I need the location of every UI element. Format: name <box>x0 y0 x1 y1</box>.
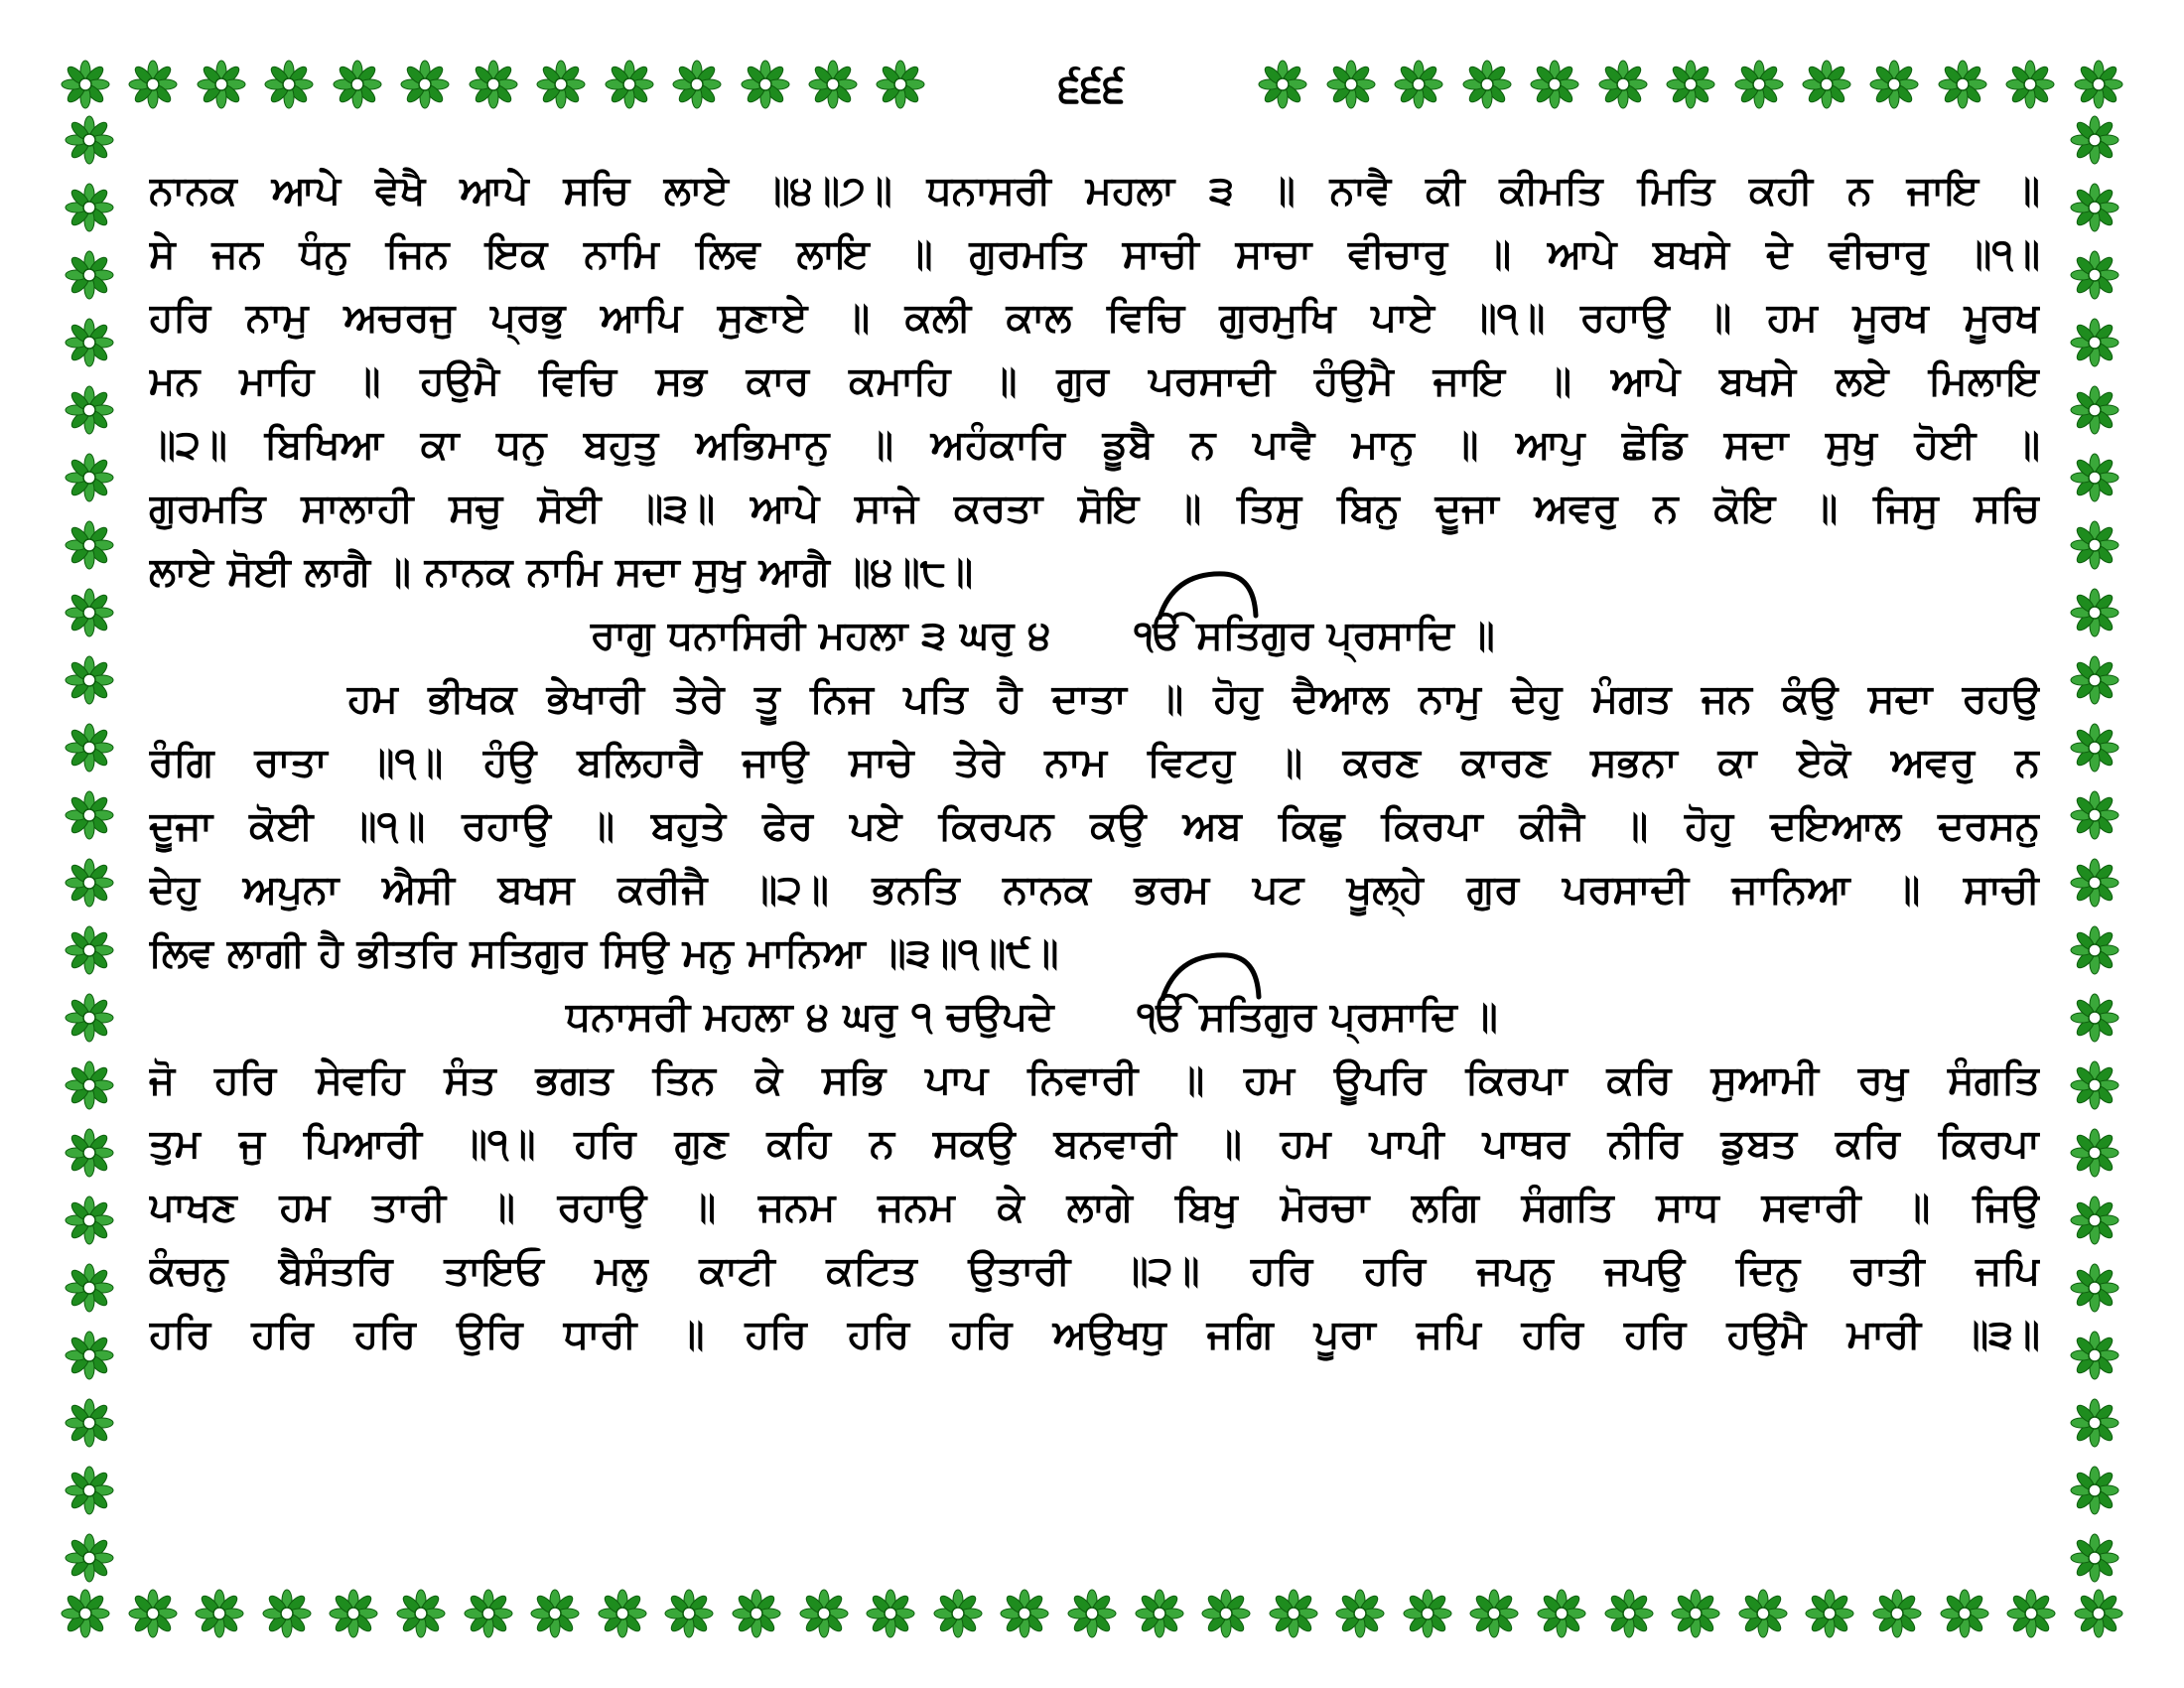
green-flower-icon <box>2069 452 2120 503</box>
green-flower-icon <box>2069 1532 2120 1584</box>
green-flower-icon <box>468 59 519 110</box>
text-line: ॥੨॥ ਬਿਖਿਆ ਕਾ ਧਨੁ ਬਹੁਤੁ ਅਭਿਮਾਨੁ ॥ ਅਹੰਕਾਰਿ ਡੂਬੈ ਨ ਪਾਵੈ ਮਾਨੁ ॥ ਆਪੁ ਛੋਡਿ ਸਦਾ ਸੁਖੁ ਹੋਈ ॥ <box>149 422 2040 468</box>
text-line: ਹਰਿ ਹਰਿ ਹਰਿ ਉਰਿ ਧਾਰੀ ॥ ਹਰਿ ਹਰਿ ਹਰਿ ਅਉਖਧੁ ਜਗਿ ਪੂਰਾ ਜਪਿ ਹਰਿ ਹਰਿ ਹਉਮੈ ਮਾਰੀ ॥੩॥ <box>149 1312 2040 1357</box>
text-line: ਦੂਜਾ ਕੋਈ ॥੧॥ ਰਹਾਉ ॥ ਬਹੁਤੇ ਫੇਰ ਪਏ ਕਿਰਪਨ ਕਉ ਅਬ ਕਿਛੁ ਕਿਰਪਾ ਕੀਜੈ ॥ ਹੋਹੁ ਦਇਆਲ ਦਰਸਨੁ <box>149 803 2040 849</box>
green-flower-icon <box>263 59 315 110</box>
green-flower-icon <box>1937 59 1988 110</box>
green-flower-icon <box>2005 1588 2057 1639</box>
green-flower-icon <box>2069 114 2120 166</box>
green-flower-icon <box>2073 59 2124 110</box>
green-flower-icon <box>2069 992 2120 1044</box>
green-flower-icon <box>1868 59 1920 110</box>
green-flower-icon <box>64 992 115 1044</box>
green-flower-icon <box>1066 1588 1118 1639</box>
green-flower-icon <box>1801 59 1852 110</box>
green-flower-icon <box>64 114 115 166</box>
green-flower-icon <box>2069 789 2120 841</box>
green-flower-icon <box>2069 587 2120 638</box>
page-number: ੬੬੬ <box>1058 62 1126 112</box>
green-flower-icon <box>1257 59 1308 110</box>
green-flower-icon <box>127 1588 179 1639</box>
border-right <box>2065 114 2124 1584</box>
mangal <box>1135 604 1495 667</box>
text-line: ਸੇ ਜਨ ਧੰਨੁ ਜਿਨ ਇਕ ਨਾਮਿ ਲਿਵ ਲਾਇ ॥ ਗੁਰਮਤਿ ਸਾਚੀ ਸਾਚਾ ਵੀਚਾਰੁ ॥ ਆਪੇ ਬਖਸੇ ਦੇ ਵੀਚਾਰੁ ॥੧॥ <box>149 231 2040 277</box>
green-flower-icon <box>64 587 115 638</box>
green-flower-icon <box>1393 59 1444 110</box>
green-flower-icon <box>194 1588 245 1639</box>
green-flower-icon <box>875 59 926 110</box>
green-flower-icon <box>64 857 115 909</box>
green-flower-icon <box>597 1588 648 1639</box>
green-flower-icon <box>865 1588 916 1639</box>
text-line: ਨਾਨਕ ਆਪੇ ਵੇਖੈ ਆਪੇ ਸਚਿ ਲਾਏ ॥੪॥੭॥ ਧਨਾਸਰੀ ਮਹਲਾ ੩ ॥ ਨਾਵੈ ਕੀ ਕੀਮਤਿ ਮਿਤਿ ਕਹੀ ਨ ਜਾਇ ॥ <box>149 168 2040 213</box>
green-flower-icon <box>399 59 451 110</box>
green-flower-icon <box>2069 1397 2120 1449</box>
green-flower-icon <box>64 1195 115 1246</box>
green-flower-icon <box>196 59 247 110</box>
section-heading <box>149 604 2040 667</box>
border-left <box>60 114 119 1584</box>
green-flower-icon <box>1939 1588 1990 1639</box>
green-flower-icon <box>1665 59 1716 110</box>
green-flower-icon <box>932 1588 984 1639</box>
green-flower-icon <box>2069 317 2120 368</box>
green-flower-icon <box>2069 519 2120 571</box>
green-flower-icon <box>1670 1588 1721 1639</box>
green-flower-icon <box>2069 654 2120 706</box>
green-flower-icon <box>2069 1465 2120 1516</box>
green-flower-icon <box>64 317 115 368</box>
green-flower-icon <box>740 59 791 110</box>
green-flower-icon <box>999 1588 1050 1639</box>
mangal-text: ੴ ਸਤਿਗੁਰ ਪ੍ਰਸਾਦਿ ॥ <box>1137 994 1498 1040</box>
green-flower-icon <box>64 249 115 301</box>
green-flower-icon <box>1597 59 1649 110</box>
text-block-2 <box>149 667 2040 985</box>
green-flower-icon <box>1461 59 1513 110</box>
green-flower-icon <box>64 182 115 233</box>
green-flower-icon <box>1804 1588 1855 1639</box>
green-flower-icon <box>2069 1059 2120 1111</box>
onkar-arc-icon <box>1155 570 1264 620</box>
green-flower-icon <box>1134 1588 1185 1639</box>
green-flower-icon <box>2069 1330 2120 1381</box>
green-flower-icon <box>60 59 111 110</box>
green-flower-icon <box>64 452 115 503</box>
text-line: ਕੰਚਨੁ ਬੈਸੰਤਰਿ ਤਾਇਓ ਮਲੁ ਕਾਟੀ ਕਟਿਤ ਉਤਾਰੀ ॥੨॥ ਹਰਿ ਹਰਿ ਜਪਨੁ ਜਪਉ ਦਿਨੁ ਰਾਤੀ ਜਪਿ <box>149 1248 2040 1294</box>
text-line: ਗੁਰਮਤਿ ਸਾਲਾਹੀ ਸਚੁ ਸੋਈ ॥੩॥ ਆਪੇ ਸਾਜੇ ਕਰਤਾ ਸੋਇ ॥ ਤਿਸੁ ਬਿਨੁ ਦੂਜਾ ਅਵਰੁ ਨ ਕੋਇ ॥ ਜਿਸੁ ਸਚਿ <box>149 486 2040 531</box>
green-flower-icon <box>2069 1195 2120 1246</box>
green-flower-icon <box>64 1330 115 1381</box>
green-flower-icon <box>2069 249 2120 301</box>
green-flower-icon <box>64 722 115 774</box>
green-flower-icon <box>332 59 383 110</box>
green-flower-icon <box>731 1588 782 1639</box>
green-flower-icon <box>2069 722 2120 774</box>
green-flower-icon <box>1871 1588 1923 1639</box>
green-flower-icon <box>328 1588 379 1639</box>
green-flower-icon <box>1200 1588 1252 1639</box>
green-flower-icon <box>1402 1588 1453 1639</box>
mangal-text: ੴ ਸਤਿਗੁਰ ਪ੍ਰਸਾਦਿ ॥ <box>1134 613 1495 658</box>
green-flower-icon <box>1468 1588 1520 1639</box>
green-flower-icon <box>463 1588 514 1639</box>
green-flower-icon <box>64 1127 115 1179</box>
text-line: ਤੁਮ ਜੁ ਪਿਆਰੀ ॥੧॥ ਹਰਿ ਗੁਣ ਕਹਿ ਨ ਸਕਉ ਬਨਵਾਰੀ ॥ ਹਮ ਪਾਪੀ ਪਾਥਰ ਨੀਰਿ ਡੁਬਤ ਕਰਿ ਕਿਰਪਾ <box>149 1121 2040 1167</box>
green-flower-icon <box>127 59 179 110</box>
heading-title: ਰਾਗੁ ਧਨਾਸਿਰੀ ਮਹਲਾ ੩ ਘਰੁ ੪ <box>591 613 1051 658</box>
heading-title: ਧਨਾਸਰੀ ਮਹਲਾ ੪ ਘਰੁ ੧ ਚਉਪਦੇ <box>566 994 1054 1040</box>
green-flower-icon <box>261 1588 313 1639</box>
text-line: ਪਾਖਣ ਹਮ ਤਾਰੀ ॥ ਰਹਾਉ ॥ ਜਨਮ ਜਨਮ ਕੇ ਲਾਗੇ ਬਿਖੁ ਮੋਰਚਾ ਲਗਿ ਸੰਗਤਿ ਸਾਧ ਸਵਾਰੀ ॥ ਜਿਉ <box>149 1185 2040 1230</box>
green-flower-icon <box>64 1397 115 1449</box>
green-flower-icon <box>2069 1127 2120 1179</box>
green-flower-icon <box>64 789 115 841</box>
green-flower-icon <box>1737 1588 1789 1639</box>
green-flower-icon <box>798 1588 850 1639</box>
green-flower-icon <box>2004 59 2056 110</box>
green-flower-icon <box>64 384 115 436</box>
green-flower-icon <box>529 1588 581 1639</box>
text-line: ਹਰਿ ਨਾਮੁ ਅਚਰਜੁ ਪ੍ਰਭੁ ਆਪਿ ਸੁਣਾਏ ॥ ਕਲੀ ਕਾਲ ਵਿਚਿ ਗੁਰਮੁਖਿ ਪਾਏ ॥੧॥ ਰਹਾਉ ॥ ਹਮ ਮੂਰਖ ਮੂਰਖ <box>149 295 2040 341</box>
green-flower-icon <box>395 1588 447 1639</box>
green-flower-icon <box>535 59 587 110</box>
green-flower-icon <box>64 1059 115 1111</box>
green-flower-icon <box>2073 1588 2124 1639</box>
green-flower-icon <box>2069 384 2120 436</box>
green-flower-icon <box>1529 59 1580 110</box>
green-flower-icon <box>604 59 655 110</box>
green-flower-icon <box>671 59 723 110</box>
text-line: ਲਿਵ ਲਾਗੀ ਹੈ ਭੀਤਰਿ ਸਤਿਗੁਰ ਸਿਉ ਮਨੁ ਮਾਨਿਆ ॥੩॥੧॥੯॥ <box>149 930 1059 976</box>
text-line: ਜੋ ਹਰਿ ਸੇਵਹਿ ਸੰਤ ਭਗਤ ਤਿਨ ਕੇ ਸਭਿ ਪਾਪ ਨਿਵਾਰੀ ॥ ਹਮ ਊਪਰਿ ਕਿਰਪਾ ਕਰਿ ਸੁਆਮੀ ਰਖੁ ਸੰਗਤਿ <box>149 1057 2040 1103</box>
text-line: ਮਨ ਮਾਹਿ ॥ ਹਉਮੈ ਵਿਚਿ ਸਭ ਕਾਰ ਕਮਾਹਿ ॥ ਗੁਰ ਪਰਸਾਦੀ ਹੰਉਮੈ ਜਾਇ ॥ ਆਪੇ ਬਖਸੇ ਲਏ ਮਿਲਾਇ <box>149 358 2040 404</box>
green-flower-icon <box>64 924 115 976</box>
green-flower-icon <box>1733 59 1785 110</box>
text-block-1 <box>149 159 2040 604</box>
green-flower-icon <box>2069 1262 2120 1314</box>
text-line: ਦੇਹੁ ਅਪੁਨਾ ਐਸੀ ਬਖਸ ਕਰੀਜੈ ॥੨॥ ਭਨਤਿ ਨਾਨਕ ਭਰਮ ਪਟ ਖੂਲ੍ਹੇ ਗੁਰ ਪਰਸਾਦੀ ਜਾਨਿਆ ॥ ਸਾਚੀ <box>149 867 2040 913</box>
mangal <box>1138 985 1498 1049</box>
green-flower-icon <box>64 1262 115 1314</box>
green-flower-icon <box>1536 1588 1587 1639</box>
green-flower-icon <box>1268 1588 1319 1639</box>
text-block-3 <box>149 1049 2040 1366</box>
onkar-arc-icon <box>1158 951 1267 1001</box>
green-flower-icon <box>64 1532 115 1584</box>
text-line: ਰੰਗਿ ਰਾਤਾ ॥੧॥ ਹੰਉ ਬਲਿਹਾਰੈ ਜਾਉ ਸਾਚੇ ਤੇਰੇ ਨਾਮ ਵਿਟਹੁ ॥ ਕਰਣ ਕਾਰਣ ਸਭਨਾ ਕਾ ਏਕੋ ਅਵਰੁ ਨ <box>149 740 2040 785</box>
green-flower-icon <box>64 1465 115 1516</box>
section-heading <box>149 985 2040 1049</box>
green-flower-icon <box>2069 857 2120 909</box>
green-flower-icon <box>64 519 115 571</box>
text-line: ਹਮ ਭੀਖਕ ਭੇਖਾਰੀ ਤੇਰੇ ਤੂ ਨਿਜ ਪਤਿ ਹੈ ਦਾਤਾ ॥ ਹੋਹੁ ਦੈਆਲ ਨਾਮੁ ਦੇਹੁ ਮੰਗਤ ਜਨ ਕੰਉ ਸਦਾ ਰਹਉ <box>347 676 2040 722</box>
green-flower-icon <box>64 654 115 706</box>
green-flower-icon <box>2069 182 2120 233</box>
green-flower-icon <box>60 1588 111 1639</box>
scripture-text <box>149 159 2040 1366</box>
green-flower-icon <box>2069 924 2120 976</box>
green-flower-icon <box>1325 59 1377 110</box>
green-flower-icon <box>1603 1588 1655 1639</box>
green-flower-icon <box>807 59 859 110</box>
text-line: ਲਾਏ ਸੋਈ ਲਾਗੈ ॥ ਨਾਨਕ ਨਾਮਿ ਸਦਾ ਸੁਖੁ ਆਗੈ ॥੪॥੮॥ <box>149 549 974 595</box>
border-bottom <box>60 1584 2124 1643</box>
green-flower-icon <box>663 1588 715 1639</box>
green-flower-icon <box>1334 1588 1386 1639</box>
